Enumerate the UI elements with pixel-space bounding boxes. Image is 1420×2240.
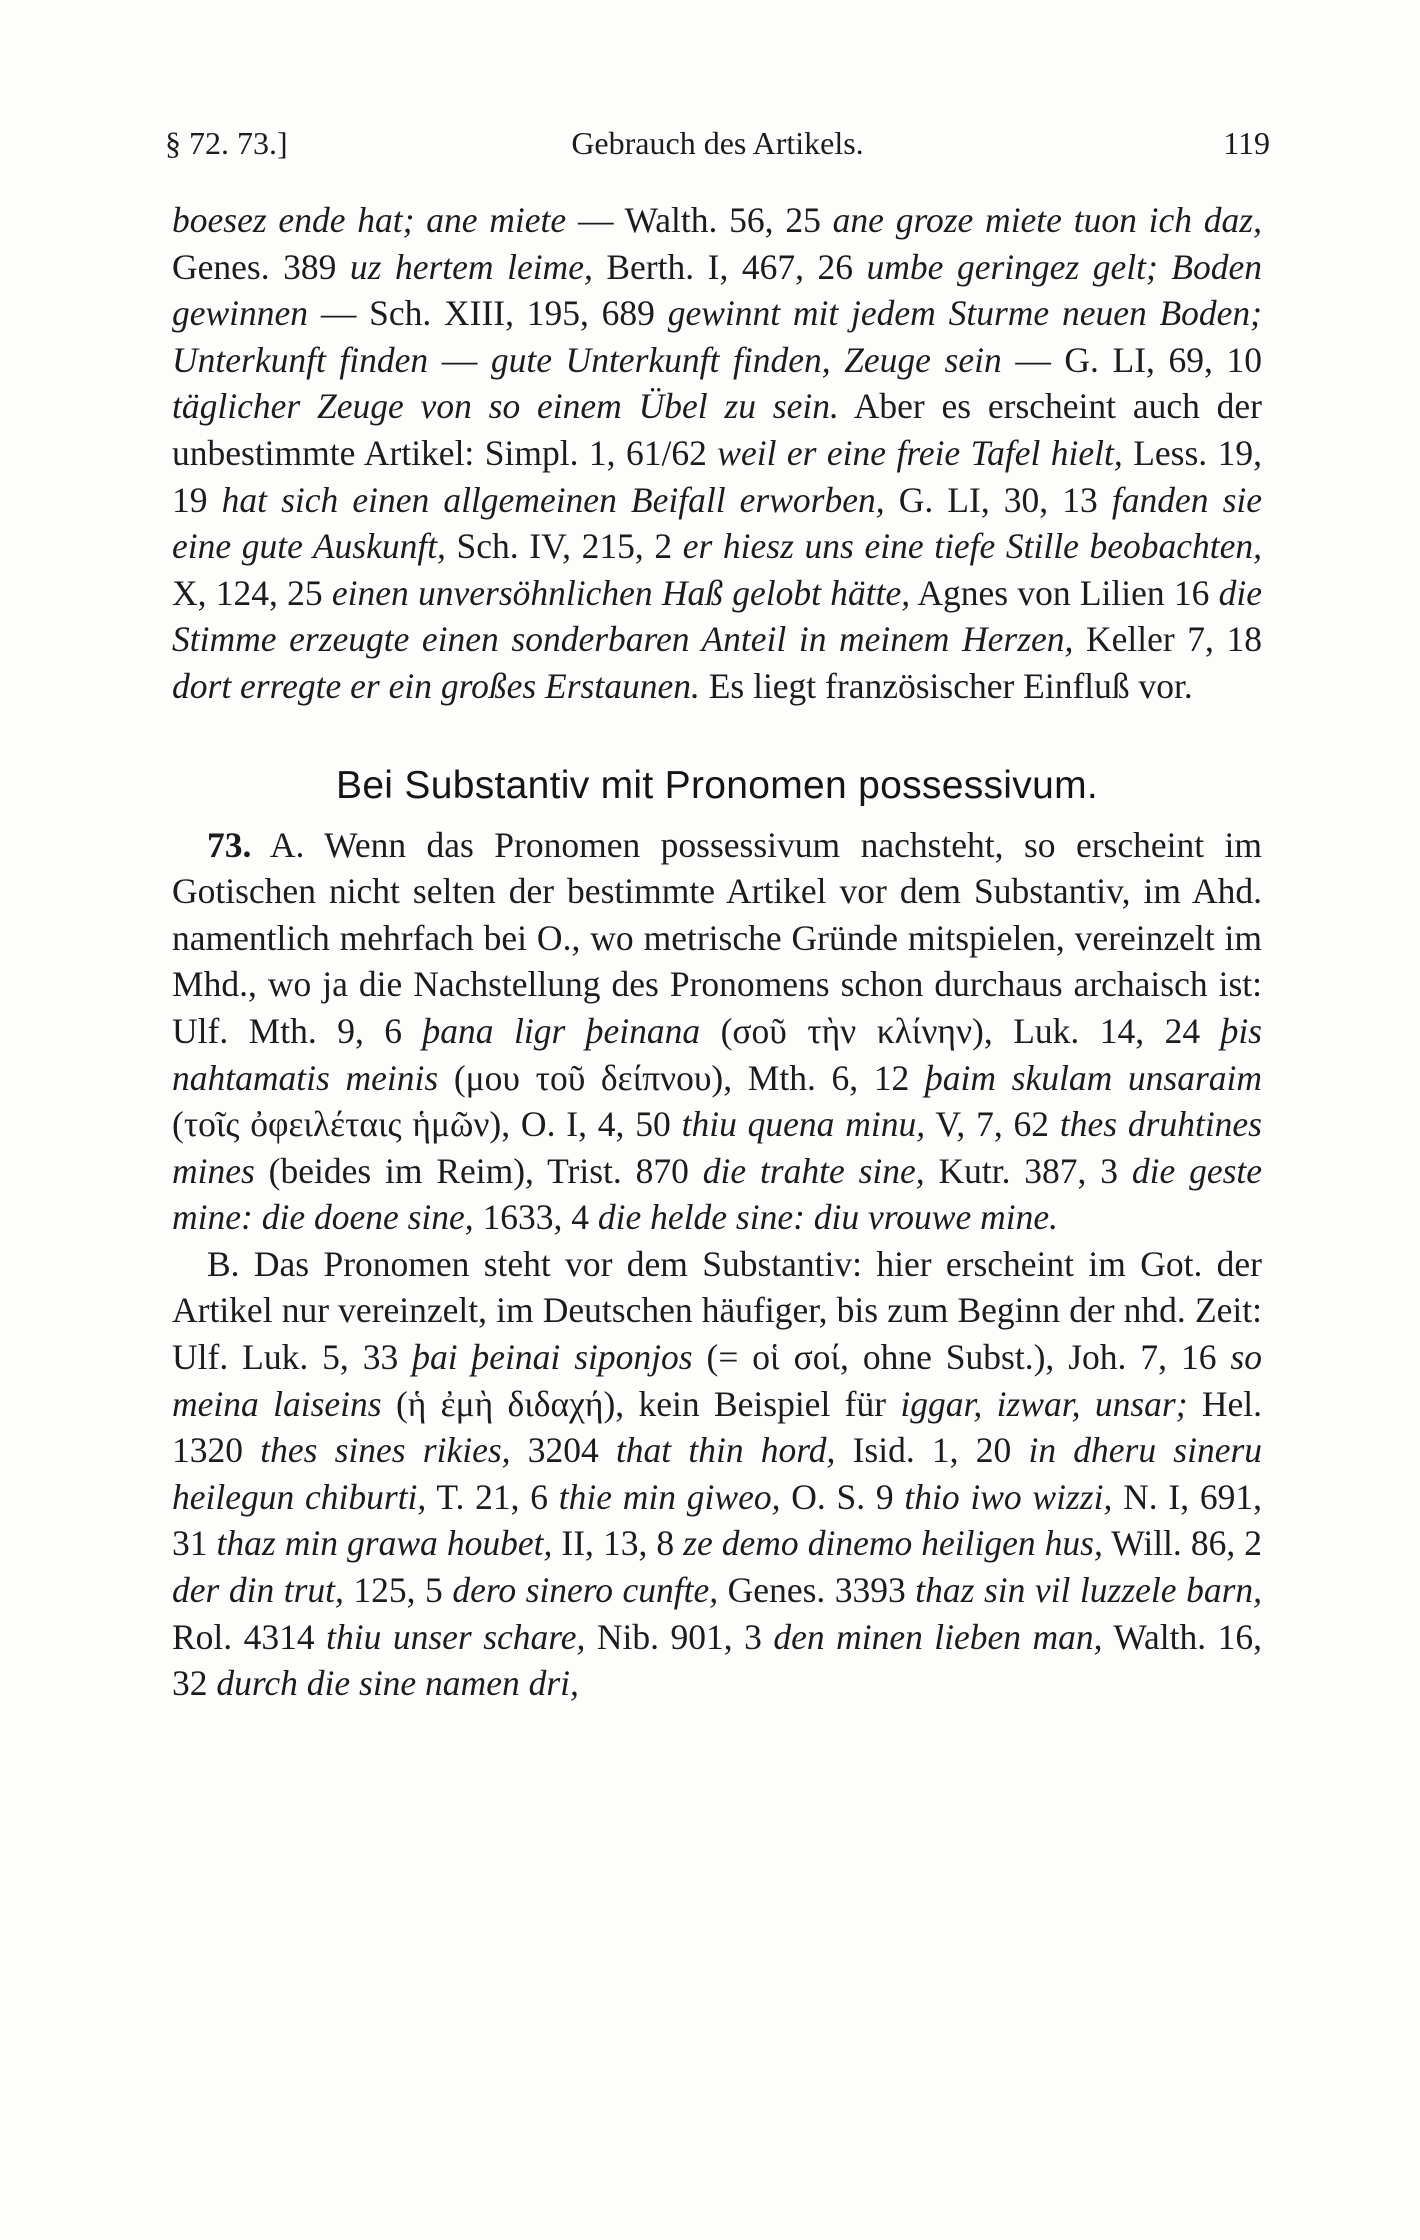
quoted-example: that thin hord,: [615, 1430, 836, 1471]
quoted-example: thes druhtines mines: [172, 1104, 1263, 1191]
quoted-example: einen unversöhnlichen Haß gelobt hätte,: [331, 572, 911, 613]
running-header: [165, 118, 1270, 168]
text-run: (σοῦ τὴν κλίνην), Luk. 14, 24: [700, 1010, 1221, 1051]
running-title: Gebrauch des Artikels.: [571, 125, 864, 161]
text-run: Berth. I, 467, 26: [592, 246, 867, 287]
text-run: G. LI, 30, 13: [884, 479, 1112, 520]
text-run: Keller 7, 18: [1073, 619, 1262, 660]
text-run: T. 21, 6: [426, 1476, 559, 1517]
body-text: [172, 197, 1262, 1707]
quoted-example: dort erregte er ein großes Erstaunen.: [172, 665, 700, 706]
text-run: N. I, 691, 31: [172, 1476, 1262, 1564]
text-run: Walth. 16, 32: [172, 1616, 1262, 1704]
text-run: — G. LI, 69, 10: [1001, 339, 1262, 380]
text-run: 125, 5: [343, 1570, 453, 1611]
text-run: Kutr. 387, 3: [924, 1150, 1132, 1191]
text-run: O. S. 9: [780, 1476, 905, 1517]
text-run: Es liegt französischer Einfluß vor.: [699, 665, 1193, 706]
quoted-example: so meina laiseins: [172, 1337, 1262, 1424]
paragraph-73-a: [172, 822, 1262, 1241]
text-run: Agnes von Lilien 16: [910, 572, 1219, 613]
quoted-example: thaz sin vil luzzele barn,: [915, 1570, 1263, 1611]
text-run: B. Das Pronomen steht vor dem Substantiv: hier erscheint im Got. der Artikel nur vereinzelt, im Deutschen häufiger, bis zum Beginn der nhd. Zeit: Ulf. Luk. 5, 33: [172, 1243, 1262, 1378]
text-run: —: [428, 339, 491, 380]
text-run: — Sch. XIII, 195, 689: [308, 293, 668, 334]
quoted-example: þai þeinai siponjos: [412, 1337, 693, 1378]
quoted-example: weil er eine freie Tafel hielt,: [717, 432, 1123, 473]
text-run: (ἡ ἐμὴ διδαχή), kein Beispiel für: [381, 1383, 901, 1424]
text-run: Sch. IV, 215, 2: [445, 526, 683, 567]
text-run: Rol. 4314: [172, 1616, 327, 1657]
text-run: Genes. 389: [172, 246, 350, 287]
paragraph-73-b: [172, 1241, 1262, 1707]
quoted-example: iggar, izwar, unsar;: [900, 1383, 1188, 1424]
text-run: Isid. 1, 20: [835, 1430, 1029, 1471]
quoted-example: die trahte sine,: [702, 1150, 925, 1191]
quoted-example: der din trut,: [172, 1570, 344, 1611]
quoted-example: thiu quena minu,: [681, 1104, 926, 1145]
text-run: (μου τοῦ δείπνου), Mth. 6, 12: [438, 1057, 925, 1098]
quoted-example: thiu unser schare,: [326, 1616, 586, 1657]
quoted-example: gewinnt mit jedem Sturme neuen Boden; Unterkunft finden: [172, 293, 1262, 380]
text-run: (τοῖς ὀφειλέταις ἡμῶν), O. I, 4, 50: [172, 1104, 682, 1145]
quoted-example: hat sich einen allgemeinen Beifall erworben,: [221, 479, 885, 520]
text-run: V, 7, 62: [925, 1104, 1060, 1145]
quoted-example: gute Unterkunft finden, Zeuge sein: [490, 339, 1002, 380]
quoted-example: in dheru sineru heilegun chiburti,: [172, 1430, 1263, 1517]
quoted-example: uz hertem leime,: [349, 246, 593, 287]
quoted-example: thio iwo wizzi,: [904, 1476, 1113, 1517]
quoted-example: die Stimme erzeugte einen sonderbaren Anteil in meinem Herzen,: [172, 572, 1263, 660]
paragraph-number: 73.: [207, 824, 252, 865]
text-run: X, 124, 25: [172, 572, 332, 613]
quoted-example: ane groze miete tuon ich daz,: [832, 200, 1262, 240]
section-heading: Bei Substantiv mit Pronomen possessivum.: [336, 763, 1098, 807]
quoted-example: umbe geringez gelt; Boden gewinnen: [172, 246, 1262, 334]
quoted-example: durch die sine namen dri,: [216, 1663, 579, 1704]
quoted-example: þana ligr þeinana: [422, 1010, 701, 1051]
text-run: 1633, 4: [473, 1197, 598, 1238]
text-run: Genes. 3393: [718, 1570, 916, 1611]
text-run: 3204: [510, 1430, 616, 1471]
quoted-example: die geste mine: die doene sine,: [172, 1150, 1263, 1238]
text-run: — Walth. 56, 25: [566, 200, 833, 240]
quoted-example: die helde sine: diu vrouwe mine.: [597, 1197, 1058, 1238]
quoted-example: thaz min grawa houbet,: [216, 1523, 553, 1564]
quoted-example: þis nahtamatis meinis: [172, 1010, 1262, 1098]
text-run: Hel. 1320: [172, 1383, 1263, 1471]
quoted-example: er hiesz uns eine tiefe Stille beobachten,: [682, 526, 1262, 567]
text-run: A. Wenn das Pronomen possessivum nachsteht, so erscheint im Gotischen nicht selten der bestimmte Artikel vor dem Substantiv, im Ahd. namentlich mehrfach bei O., wo metrische Gründe mitspielen, vereinzelt im Mhd., wo ja die Nachstellung des Pronomens schon durchaus archaisch ist: Ulf. Mth. 9, 6: [172, 824, 1262, 1051]
quoted-example: den minen lieben man,: [773, 1616, 1103, 1657]
quoted-example: täglicher Zeuge von so einem Übel zu sein.: [172, 386, 839, 427]
quoted-example: thes sines rikies,: [260, 1430, 511, 1471]
text-run: (= οἱ σοί, ohne Subst.), Joh. 7, 16: [692, 1337, 1231, 1378]
quoted-example: dero sinero cunfte,: [452, 1570, 719, 1611]
text-run: (beides im Reim), Trist. 870: [254, 1150, 703, 1191]
section-reference: § 72. 73.]: [165, 125, 288, 161]
paragraph-continuation: [172, 197, 1262, 710]
page-number: 119: [1223, 125, 1270, 161]
text-run: Aber es erscheint auch der unbestimmte Artikel: Simpl. 1, 61/62: [172, 386, 1262, 473]
quoted-example: boesez ende hat; ane miete: [172, 200, 567, 240]
quoted-example: fanden sie eine gute Auskunft,: [172, 479, 1263, 567]
text-run: Will. 86, 2: [1102, 1523, 1262, 1564]
text-run: Nib. 901, 3: [585, 1616, 774, 1657]
quoted-example: þaim skulam unsaraim: [924, 1057, 1263, 1098]
quoted-example: thie min giweo,: [558, 1476, 781, 1517]
text-run: Less. 19, 19: [172, 432, 1262, 520]
text-run: II, 13, 8: [552, 1523, 684, 1564]
quoted-example: ze demo dinemo heiligen hus,: [683, 1523, 1103, 1564]
